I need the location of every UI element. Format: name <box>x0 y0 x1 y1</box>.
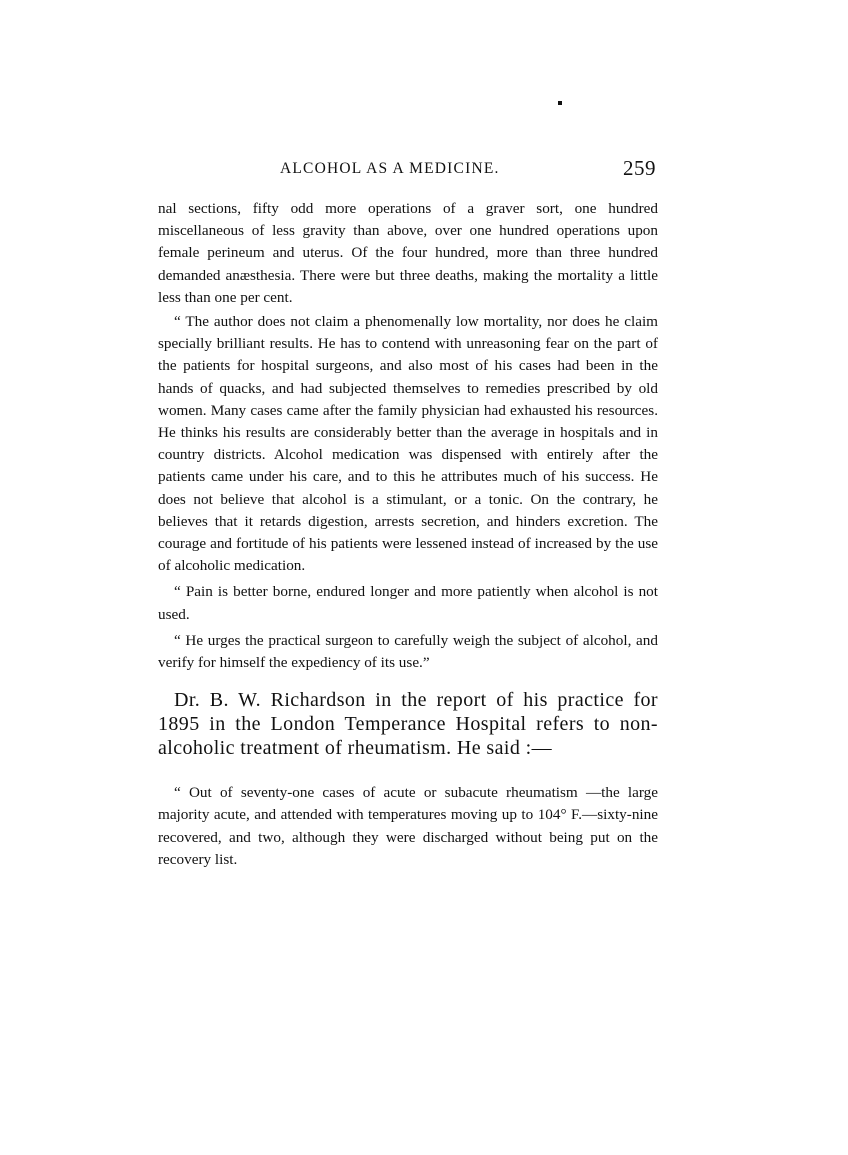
print-speck <box>558 101 562 105</box>
paragraph-richardson: Dr. B. W. Richardson in the report of his practice for 1895 in the London Temperance Hospital refers to non-alcoholic treatment of rheumatism. He said :— <box>158 689 658 760</box>
body-text <box>158 198 658 871</box>
running-head <box>158 158 658 184</box>
paragraph-quote-surgeon: “ He urges the practical surgeon to carefully weigh the subject of alcohol, and verify for himself the expediency of its use.” <box>158 631 658 672</box>
paragraph-quote-rheumatism: “ Out of seventy-one cases of acute or subacute rheumatism —the large majority acute, and attended with temperatures moving up to 104° F.—sixty-nine recovered, and two, although they were discharged without being put on the recovery list. <box>158 784 658 868</box>
paragraph-quote-pain: “ Pain is better borne, endured longer and more patiently when alcohol is not used. <box>158 583 658 623</box>
page-number: 259 <box>623 156 656 180</box>
paragraph-quote-author: “ The author does not claim a phenomenally low mortality, nor does he claim specially brilliant results. He has to contend with unreasoning fear on the part of the patients for hospital surgeons, and also most of his cases had been in the hands of quacks, and had subjected themselves to remedies prescribed by old women. Many cases came after the family physician had exhausted his resources. He thinks his results are considerably better than the average in hospitals and in country districts. Alcohol medication was dispensed with entirely after the patients came under his care, and to this he attributes much of his success. He does not believe that alcohol is a stimulant, or a tonic. On the contrary, he believes that it retards digestion, arrests secretion, and hinders excretion. The courage and fortitude of his patients were lessened instead of increased by the use of alcoholic medication. <box>158 313 658 575</box>
running-title: ALCOHOL AS A MEDICINE. <box>280 160 500 177</box>
paragraph-continuation: nal sections, fifty odd more operations of a graver sort, one hundred miscellaneous of less gravity than above, over one hundred operations upon female perineum and uterus. Of the four hundred, more than three hundred demanded anæsthesia. There were but three deaths, making the mortality a little less than one per cent. <box>158 200 658 306</box>
